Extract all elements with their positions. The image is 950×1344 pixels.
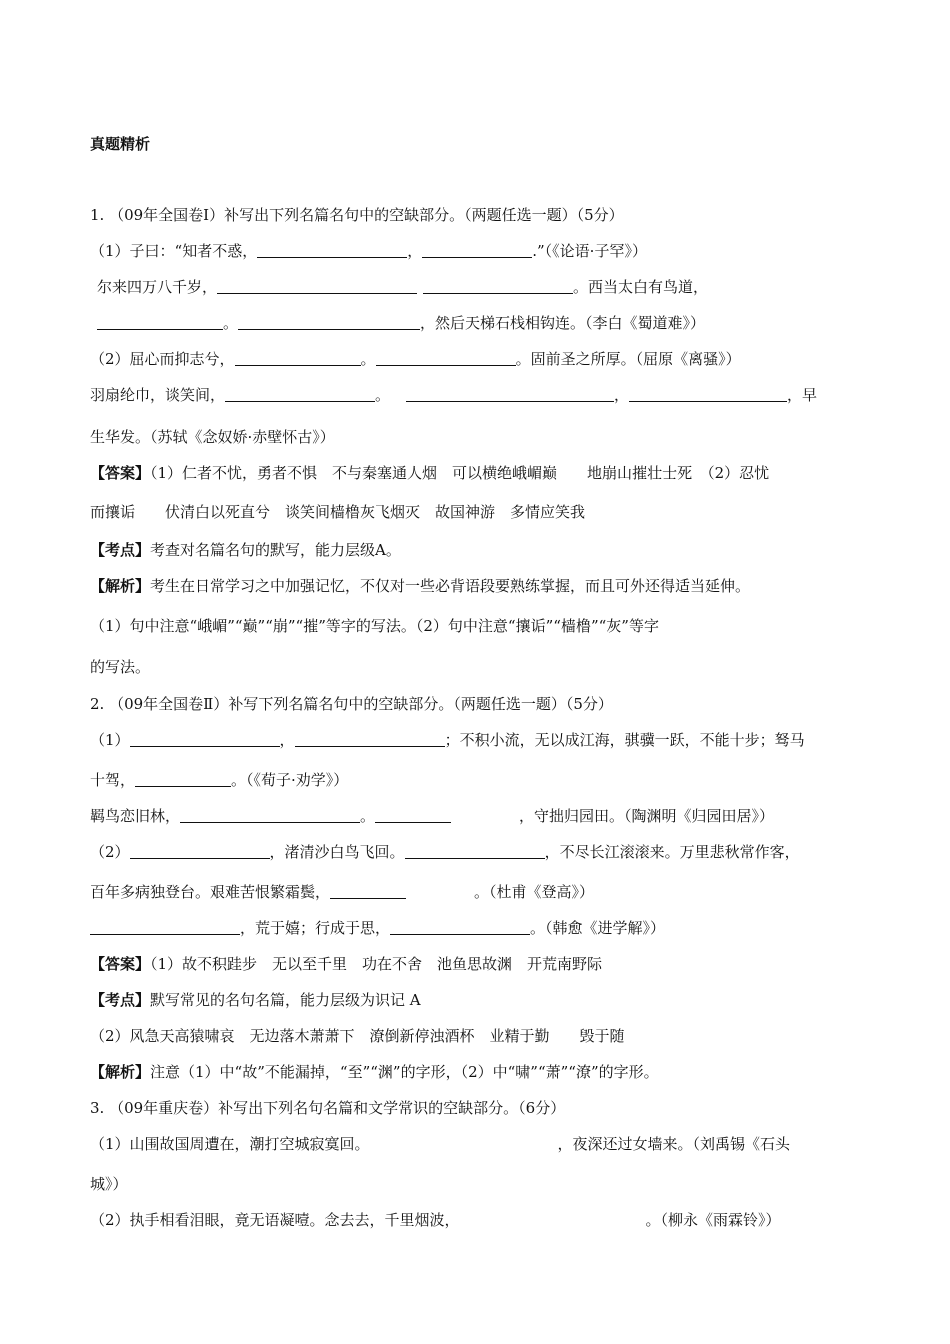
q1-line-4-text-c: 。固前圣之所厚。（屈原《离骚》） bbox=[515, 350, 741, 368]
answer-blank[interactable] bbox=[235, 349, 361, 366]
q2-line-4-text-a: （2） bbox=[90, 843, 130, 861]
q2-line-3-text-b: 。 bbox=[360, 807, 376, 825]
answer-blank[interactable] bbox=[90, 918, 240, 935]
answer-blank[interactable] bbox=[423, 277, 573, 294]
q1-line-5-text-d: ，早 bbox=[787, 386, 818, 404]
answer-blank[interactable] bbox=[130, 730, 280, 747]
q2-line-5 bbox=[90, 882, 594, 902]
q1-line-1 bbox=[90, 241, 647, 261]
q2-line-1 bbox=[90, 730, 805, 750]
answer-blank[interactable] bbox=[422, 241, 532, 258]
q1-point-text: 考查对名篇名句的默写，能力层级A。 bbox=[150, 541, 401, 559]
q1-line-1-text-a: （1）子曰：“知者不惑， bbox=[90, 242, 258, 260]
q2-line-2-text-a: 十驾， bbox=[90, 771, 136, 789]
point-tag: 【考点】 bbox=[90, 991, 151, 1009]
q2-line-6-text-b: 。（韩愈《进学解》） bbox=[530, 919, 666, 937]
q2-line-4-text-b: ，渚清沙白鸟飞回。 bbox=[269, 843, 405, 861]
q1-analysis-end: 的写法。 bbox=[90, 658, 151, 676]
q2-line-3-text-a: 羁鸟恋旧林， bbox=[90, 807, 181, 825]
q3-line-1-text-a: （1）山围故国周遭在，潮打空城寂寞回。 bbox=[90, 1135, 370, 1153]
q3-line-2: 城》） bbox=[90, 1175, 128, 1193]
answer-blank[interactable] bbox=[406, 385, 614, 402]
answer-blank[interactable] bbox=[629, 385, 787, 402]
q1-analysis-text-1: 考生在日常学习之中加强记忆，不仅对一些必背语段要熟练掌握，而且可外还得适当延伸。 bbox=[150, 577, 751, 595]
q2-line-5-text-b: 。（杜甫《登高》） bbox=[474, 883, 595, 901]
q1-line-5-text-b: 。 bbox=[375, 386, 391, 404]
q2-answer-text-1: （1）故不积跬步 无以至千里 功在不舍 池鱼思故渊 开荒南野际 bbox=[150, 955, 603, 973]
q2-line-4 bbox=[90, 842, 800, 862]
analysis-tag: 【解析】 bbox=[90, 577, 151, 595]
q1-analysis bbox=[90, 576, 750, 596]
q2-line-2 bbox=[90, 770, 348, 790]
q2-line-1-text-c: ；不积小流，无以成江海，骐骥一跃，不能十步；驽马 bbox=[444, 731, 805, 749]
section-title: 真题精析 bbox=[90, 135, 151, 153]
answer-blank[interactable] bbox=[257, 241, 407, 258]
q3-line-1-text-b: ，夜深还过女墙来。（刘禹锡《石头 bbox=[557, 1135, 791, 1153]
q1-line-5 bbox=[90, 385, 817, 405]
q1-line-3-text-b: ，然后天梯石栈相钩连。（李白《蜀道难》） bbox=[420, 314, 706, 332]
point-tag: 【考点】 bbox=[90, 541, 151, 559]
q1-header: 1. （09年全国卷Ⅰ）补写出下列名篇名句中的空缺部分。（两题任选一题）（5分） bbox=[90, 206, 624, 224]
answer-blank[interactable] bbox=[238, 313, 420, 330]
q1-line-4-text-a: （2）屈心而抑志兮， bbox=[90, 350, 235, 368]
q1-line-6: 生华发。（苏轼《念奴娇·赤壁怀古》） bbox=[90, 428, 335, 446]
answer-blank[interactable] bbox=[217, 277, 417, 294]
q2-line-3 bbox=[90, 806, 774, 826]
q2-line-6 bbox=[90, 918, 665, 938]
q1-line-1-text-c: .”（《论语·子罕》） bbox=[532, 242, 647, 260]
q1-line-3 bbox=[97, 313, 705, 333]
q1-line-5-text-a: 羽扇纶巾，谈笑间， bbox=[90, 386, 226, 404]
q3-line-3-text-b: 。（柳永《雨霖铃》） bbox=[645, 1211, 781, 1229]
answer-tag: 【答案】 bbox=[90, 955, 151, 973]
q2-point-text: 默写常见的名句名篇，能力层级为识记 A bbox=[150, 991, 421, 1009]
q1-answer-cont: 而攘诟 伏清白以死直兮 谈笑间樯橹灰飞烟灭 故国神游 多情应笑我 bbox=[90, 503, 586, 521]
q2-analysis bbox=[90, 1062, 659, 1082]
q2-header: 2. （09年全国卷Ⅱ）补写下列名篇名句中的空缺部分。（两题任选一题）（5分） bbox=[90, 695, 613, 713]
q1-line-4 bbox=[90, 349, 741, 369]
analysis-tag: 【解析】 bbox=[90, 1063, 151, 1081]
q2-line-4-text-c: ，不尽长江滚滚来。万里悲秋常作客， bbox=[544, 843, 800, 861]
q3-line-1 bbox=[90, 1134, 790, 1154]
answer-blank[interactable] bbox=[390, 918, 530, 935]
q1-line-4-text-b: 。 bbox=[360, 350, 376, 368]
q1-line-5-text-c: ， bbox=[614, 386, 630, 404]
answer-blank[interactable] bbox=[330, 882, 406, 899]
q3-line-3-text-a: （2）执手相看泪眼，竟无语凝噎。念去去，千里烟波， bbox=[90, 1211, 460, 1229]
q1-analysis-cont: （1）句中注意“峨嵋”“巅”“崩”“摧”等字的写法。（2）句中注意“攘诟”“樯橹”“灰”等字 bbox=[90, 617, 659, 635]
q2-line-3-text-c: ，守拙归园田。（陶渊明《归园田居》） bbox=[519, 807, 775, 825]
q1-line-2 bbox=[97, 277, 708, 297]
q2-answer bbox=[90, 954, 602, 974]
q2-analysis-text: 注意（1）中“故”不能漏掉，“至”“渊”的字形，（2）中“啸”“萧”“潦”的字形。 bbox=[150, 1063, 659, 1081]
q2-line-1-text-a: （1） bbox=[90, 731, 130, 749]
q1-answer bbox=[90, 463, 769, 483]
q1-line-2-text-b: 。西当太白有鸟道， bbox=[573, 278, 709, 296]
answer-blank[interactable] bbox=[97, 313, 223, 330]
q1-line-1-text-b: ， bbox=[407, 242, 423, 260]
q1-line-2-text-a: 尔来四万八千岁， bbox=[97, 278, 218, 296]
answer-blank[interactable] bbox=[295, 730, 445, 747]
q2-point bbox=[90, 990, 421, 1010]
answer-blank[interactable] bbox=[225, 385, 375, 402]
answer-blank[interactable] bbox=[375, 806, 451, 823]
q2-line-1-text-b: ， bbox=[279, 731, 295, 749]
q2-line-6-text-a: ，荒于嬉；行成于思， bbox=[240, 919, 391, 937]
q1-answer-text-1: （1）仁者不忧，勇者不惧 不与秦塞通人烟 可以横绝峨嵋巅 地崩山摧壮士死 （2）忍忧 bbox=[150, 464, 770, 482]
q2-line-5-text-a: 百年多病独登台。艰难苦恨繁霜鬓， bbox=[90, 883, 331, 901]
q3-line-3 bbox=[90, 1210, 781, 1230]
q3-header: 3. （09年重庆卷）补写出下列名句名篇和文学常识的空缺部分。（6分） bbox=[90, 1099, 566, 1117]
answer-tag: 【答案】 bbox=[90, 464, 151, 482]
answer-blank[interactable] bbox=[376, 349, 516, 366]
q2-line-2-text-b: 。（《荀子·劝学》） bbox=[231, 771, 349, 789]
q1-line-3-text-a: 。 bbox=[223, 314, 239, 332]
answer-blank[interactable] bbox=[405, 842, 545, 859]
answer-blank[interactable] bbox=[180, 806, 360, 823]
q1-point bbox=[90, 540, 401, 560]
answer-blank[interactable] bbox=[130, 842, 270, 859]
q2-answer-cont: （2）风急天高猿啸哀 无边落木萧萧下 潦倒新停浊酒杯 业精于勤 毁于随 bbox=[90, 1027, 625, 1045]
answer-blank[interactable] bbox=[135, 770, 231, 787]
